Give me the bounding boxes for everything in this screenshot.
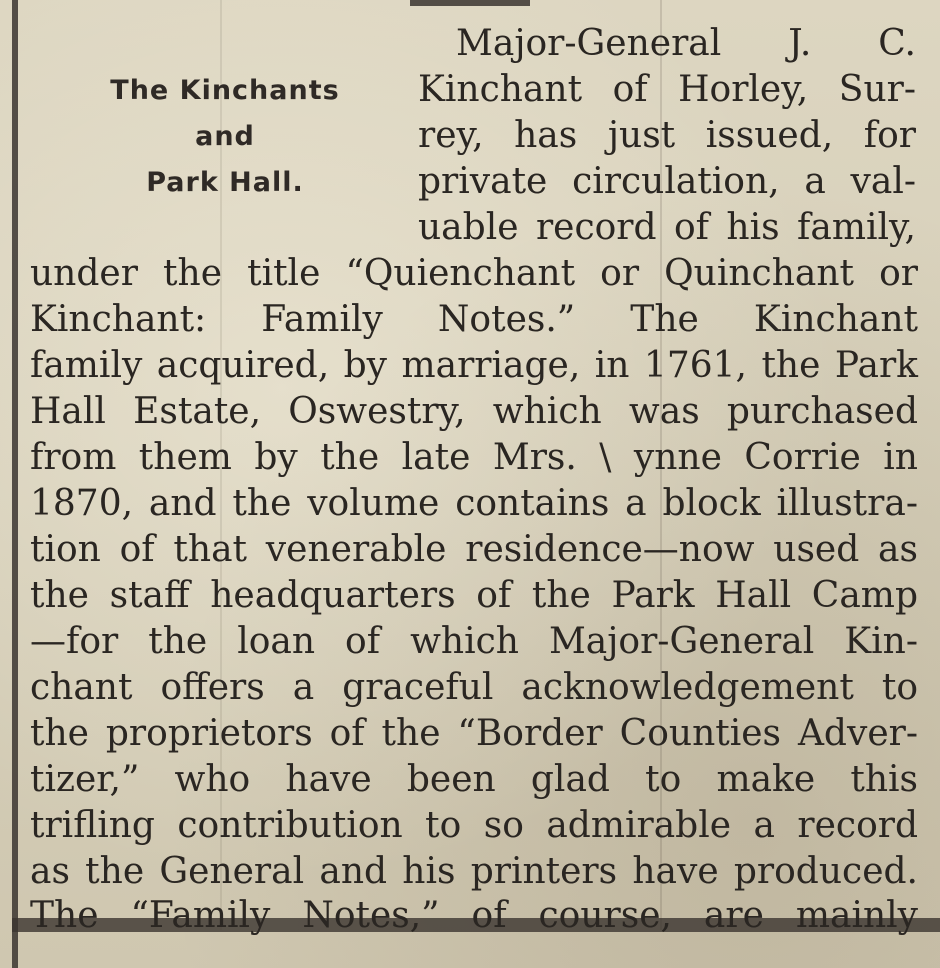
article-line: tion of that venerable residence—now used as <box>30 529 918 570</box>
side-heading-line: and <box>195 121 255 152</box>
column-rule-left <box>12 0 18 968</box>
article-line: under the title “Quienchant or Quinchant or <box>30 253 918 294</box>
article-line: chant offers a graceful acknowledgement to <box>30 667 918 708</box>
side-heading-line: The Kinchants <box>110 75 340 106</box>
article-line: rey, has just issued, for <box>418 115 916 156</box>
article-line: tizer,” who have been glad to make this <box>30 759 918 800</box>
article-line: Kinchant of Horley, Sur- <box>418 69 916 110</box>
column-rule-top <box>410 0 530 6</box>
article-line: the proprietors of the “Border Counties Adver- <box>30 713 918 754</box>
article-line: Hall Estate, Oswestry, which was purchased <box>30 391 918 432</box>
side-heading <box>50 68 400 206</box>
article-line: private circulation, a val- <box>418 161 916 202</box>
article-line: family acquired, by marriage, in 1761, the Park <box>30 345 918 386</box>
article-line: —for the loan of which Major-General Kin- <box>30 621 918 662</box>
article-line: from them by the late Mrs. \ ynne Corrie in <box>30 437 918 478</box>
article-line: the staff headquarters of the Park Hall Camp <box>30 575 918 616</box>
article-line: trifling contribution to so admirable a record <box>30 805 918 846</box>
article-line: 1870, and the volume contains a block illustra- <box>30 483 918 524</box>
article-line: Kinchant: Family Notes.” The Kinchant <box>30 299 918 340</box>
article-line: uable record of his family, <box>418 207 916 248</box>
article-line: The “Family Notes,” of course, are mainly <box>30 895 918 936</box>
side-heading-line: Park Hall. <box>146 167 304 198</box>
article-line: Major-General J. C. <box>456 23 916 64</box>
article-line: as the General and his printers have produced. <box>30 851 918 892</box>
